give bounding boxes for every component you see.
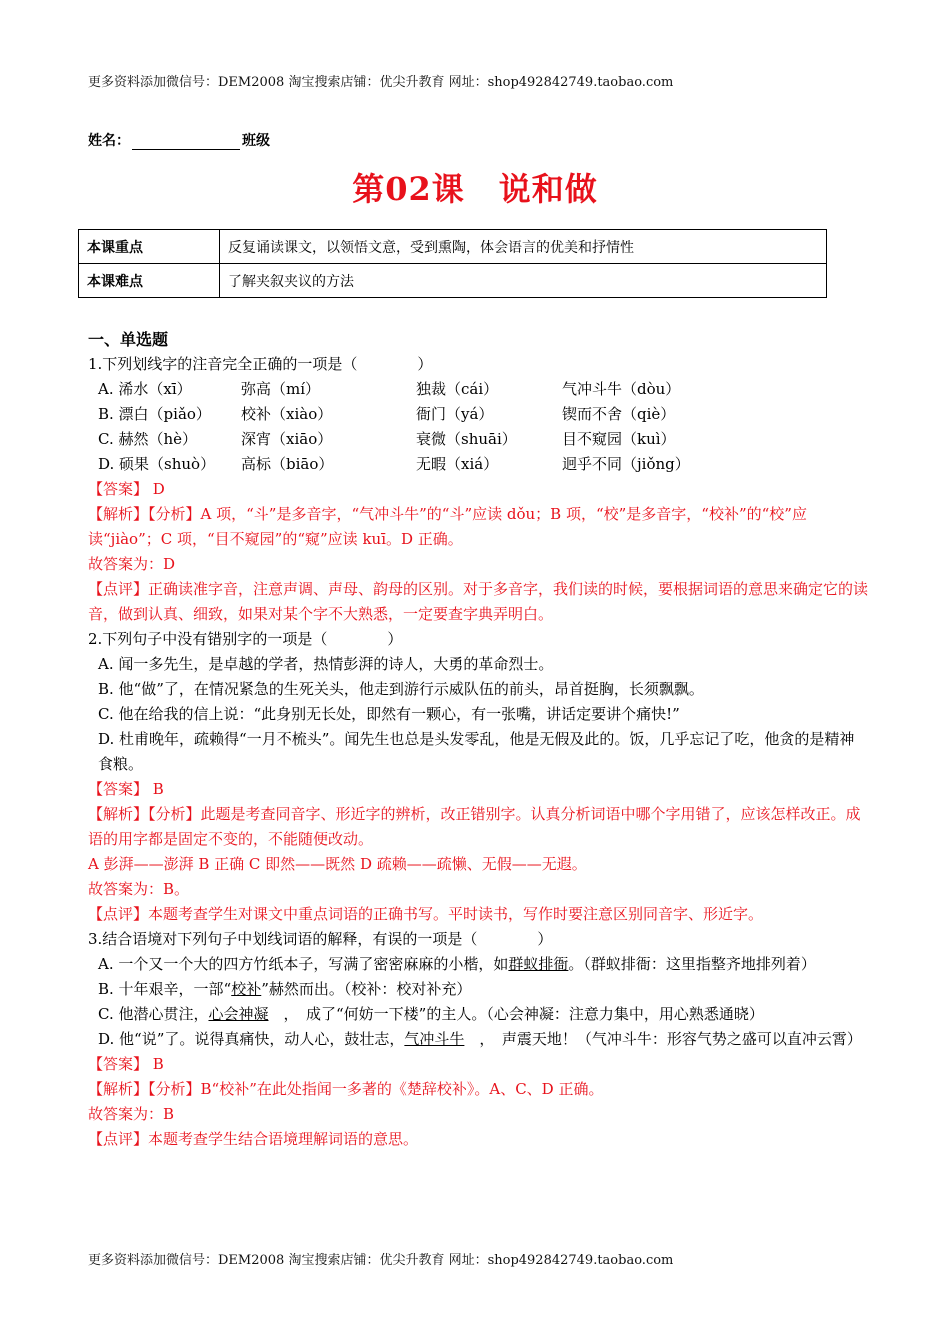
q2-final: 故答案为：B。 (88, 880, 190, 898)
q1-final: 故答案为：D (88, 555, 176, 573)
q3-option-a: A. 一个又一个大的四方竹纸本子，写满了密密麻麻的小楷，如群蚁排衙。（群蚁排衙：这里指整齐地排列着） (98, 955, 816, 973)
table-row (79, 264, 827, 298)
q1-option: C. 赫然（hè） (98, 430, 198, 448)
q1-option: 气冲斗牛（dòu） (562, 380, 681, 398)
q3-answer: 【答案】 B (88, 1055, 164, 1073)
class-label: 班级 (242, 133, 270, 149)
page-header: 更多资料添加微信号：DEM2008 淘宝搜索店铺：优尖升教育 网址：shop492842749.taobao.com (88, 75, 674, 90)
section-title: 一、单选题 (88, 330, 169, 349)
difficulty-value: 了解夹叙夹议的方法 (220, 264, 827, 298)
q2-stem: 2.下列句子中没有错别字的一项是（ ） (88, 630, 403, 648)
q1-stem: 1.下列划线字的注音完全正确的一项是（ ） (88, 355, 433, 373)
underlined-term: 群蚁排衙 (508, 955, 569, 973)
q1-option: 无暇（xiá） (416, 455, 499, 473)
q3-option-c: C. 他潜心贯注，心会神凝 ， 成了“何妨一下楼”的主人。（心会神凝：注意力集中，用心熟悉通晓） (98, 1005, 764, 1023)
q1-option: 弥高（mí） (241, 380, 321, 398)
q1-option: A. 浠水（xī） (98, 380, 192, 398)
underlined-term: 心会神凝 (208, 1005, 269, 1023)
q1-option: 校补（xiào） (241, 405, 333, 423)
q3-comment: 【点评】本题考查学生结合语境理解词语的意思。 (88, 1130, 419, 1148)
q3-analysis: 【解析】【分析】B“校补”在此处指闻一多著的《楚辞校补》。A、C、D 正确。 (88, 1080, 604, 1098)
q2-option-d: D. 杜甫晚年，疏赖得“一月不梳头”。闻先生也总是头发零乱，他是无假及此的。饭，几乎忘记了吃，他贪的是精神食粮。 (98, 730, 855, 773)
lesson-number: 第02课 (352, 170, 465, 208)
q1-option: 衙门（yá） (416, 405, 494, 423)
q1-option: B. 漂白（piǎo） (98, 405, 211, 423)
name-blank (132, 135, 240, 150)
q2-answer: 【答案】 B (88, 780, 164, 798)
focus-value: 反复诵读课文，以领悟文意，受到熏陶，体会语言的优美和抒情性 (220, 230, 827, 264)
q1-option: 目不窥园（kuì） (562, 430, 676, 448)
difficulty-label: 本课难点 (79, 264, 220, 298)
q3-final: 故答案为：B (88, 1105, 175, 1123)
q1-option: D. 硕果（shuò） (98, 455, 216, 473)
q1-option: 独裁（cái） (416, 380, 499, 398)
q2-option-b: B. 他“做”了，在情况紧急的生死关头，他走到游行示威队伍的前头，昂首挺胸，长须飘飘。 (98, 680, 704, 698)
q1-option: 迥乎不同（jiǒng） (562, 455, 690, 473)
name-class-row (88, 130, 270, 150)
table-row (79, 230, 827, 264)
q3-option-d: D. 他“说”了。说得真痛快，动人心，鼓壮志，气冲斗牛 ， 声震天地！（气冲斗牛：形容气势之盛可以直冲云霄） (98, 1030, 862, 1048)
q2-comment: 【点评】本题考查学生对课文中重点词语的正确书写。平时读书，写作时要注意区别同音字、形近字。 (88, 905, 764, 923)
focus-label: 本课重点 (79, 230, 220, 264)
q2-option-c: C. 他在给我的信上说：“此身别无长处，即然有一颗心，有一张嘴，讲话定要讲个痛快!” (98, 705, 680, 723)
lesson-focus-table (78, 229, 827, 298)
q2-analysis: 【解析】【分析】此题是考查同音字、形近字的辨析，改正错别字。认真分析词语中哪个字用错了，应该怎样改正。成语的用字都是固定不变的，不能随便改动。 (88, 805, 861, 848)
q1-answer: 【答案】 D (88, 480, 165, 498)
q2-analysis-detail: A 彭湃——澎湃 B 正确 C 即然——既然 D 疏赖——疏懒、无假——无遐。 (88, 855, 587, 873)
q1-row-d (88, 452, 868, 477)
q2-option-a: A. 闻一多先生，是卓越的学者，热情彭湃的诗人，大勇的革命烈士。 (98, 655, 554, 673)
underlined-term: 气冲斗牛 (404, 1030, 465, 1048)
q1-option: 衰微（shuāi） (416, 430, 517, 448)
q1-comment: 【点评】正确读准字音，注意声调、声母、韵母的区别。对于多音字，我们读的时候，要根据词语的意思来确定它的读音，做到认真、细致，如果对某个字不大熟悉，一定要查字典弄明白。 (88, 580, 869, 623)
q1-row-b (88, 402, 868, 427)
q1-row-a (88, 377, 868, 402)
q3-option-b: B. 十年艰辛，一部“校补”赫然而出。（校补：校对补充） (98, 980, 472, 998)
page-footer: 更多资料添加微信号：DEM2008 淘宝搜索店铺：优尖升教育 网址：shop492842749.taobao.com (88, 1253, 674, 1268)
q3-stem: 3.结合语境对下列句子中划线词语的解释，有误的一项是（ ） (88, 930, 553, 948)
q1-row-c (88, 427, 868, 452)
q1-option: 深宵（xiāo） (241, 430, 333, 448)
q1-option: 锲而不舍（qiè） (562, 405, 676, 423)
q1-analysis: 【解析】【分析】A 项，“斗”是多音字，“气冲斗牛”的“斗”应读 dǒu；B 项，“校”是多音字，“校补”的“校”应读“jiào”；C 项，“目不窥园”的“窥”应读 kuī。D 正确。 (88, 505, 807, 548)
q1-option: 高标（biāo） (241, 455, 334, 473)
questions-content (88, 327, 868, 1152)
lesson-name: 说和做 (498, 170, 598, 208)
name-label: 姓名： (88, 133, 130, 149)
underlined-term: 校补 (231, 980, 262, 998)
lesson-title (0, 164, 950, 210)
